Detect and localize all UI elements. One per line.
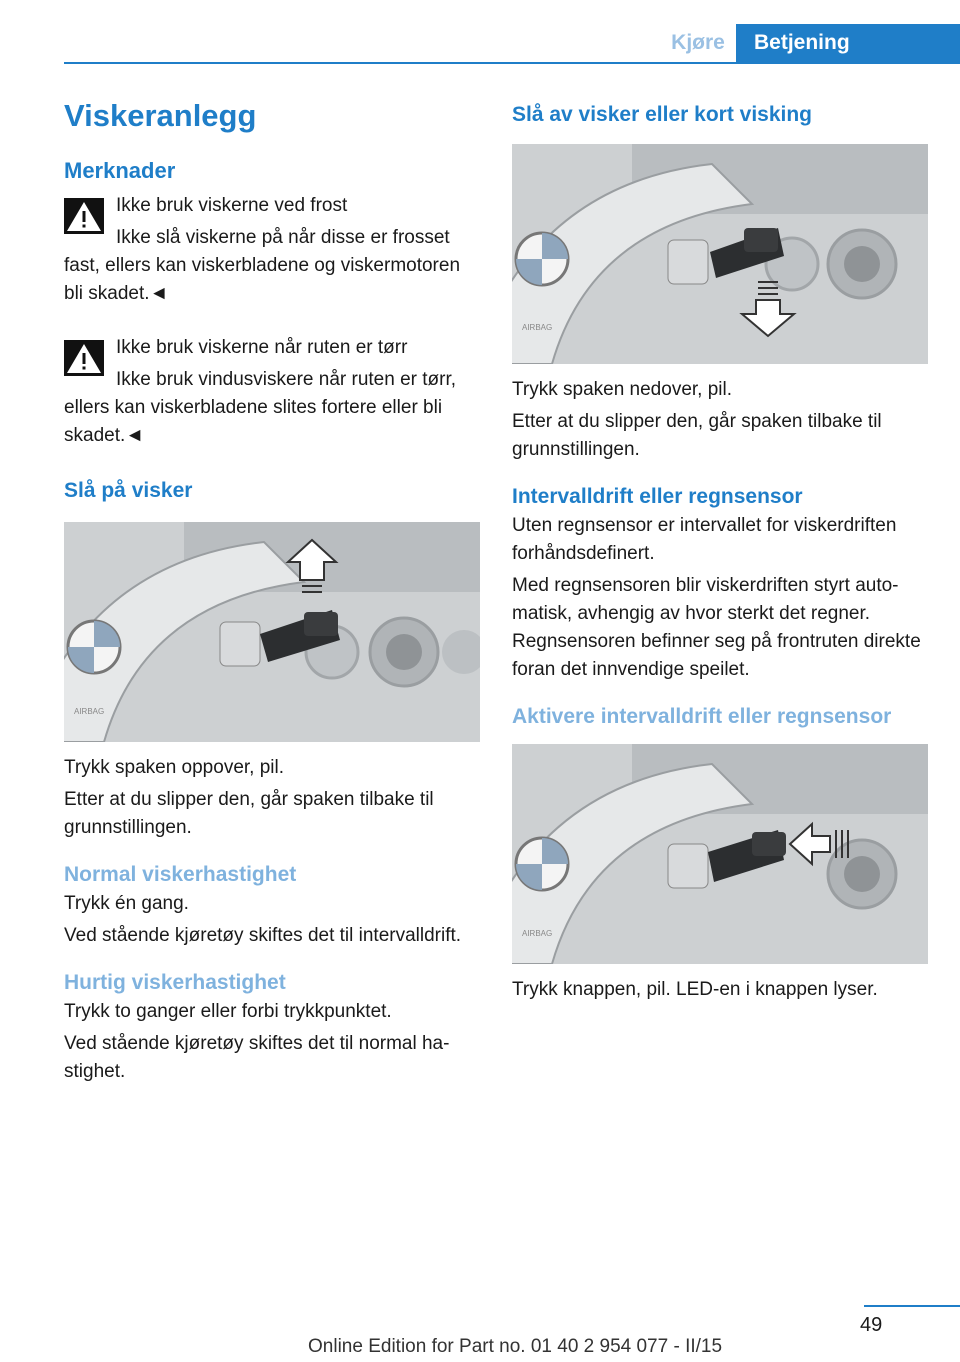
warning-dry — [64, 334, 480, 450]
fast-speed-note: Ved stående kjøretøy skiftes det til normal hastighet. — [64, 1033, 450, 1082]
wiper-on-return: Etter at du slipper den, går spaken tilbake til grunnstillingen. — [64, 789, 434, 838]
right-column — [512, 96, 928, 1004]
warning-icon — [64, 340, 104, 376]
warning-frost-title: Ikke bruk viskerne ved frost — [116, 195, 348, 216]
normal-speed-instruction: Trykk én gang. — [64, 893, 189, 914]
warning-dry-body: Ikke bruk vindusviskere når ruten er tørr, ellers kan viskerbladene slites fortere eller bli skadet.◄ — [64, 369, 457, 446]
warning-icon — [64, 198, 104, 234]
airbag-label: AIRBAG — [522, 929, 553, 938]
left-column — [64, 96, 480, 1086]
header-rule — [64, 62, 960, 64]
fast-speed-heading: Hurtig viskerhastighet — [64, 971, 286, 994]
wiper-on-instruction: Trykk spaken oppover, pil. — [64, 757, 285, 778]
wiper-up-photo — [64, 522, 480, 742]
header-tab-betjening[interactable]: Betjening — [736, 24, 960, 62]
wiper-on-heading: Slå på visker — [64, 479, 193, 502]
page-title: Viskeranlegg — [64, 98, 257, 133]
interval-text-2: Med regnsensoren blir viskerdriften styrt automatisk, avhengig av hvor sterkt det regner. Regnsensoren befinner seg på frontruten direkte foran det innvendige speilet. — [512, 575, 921, 680]
warning-dry-title: Ikke bruk viskerne når ruten er tørr — [116, 337, 408, 358]
notes-heading: Merknader — [64, 158, 176, 183]
interval-text-1: Uten regnsensor er intervallet for viskerdriften forhåndsdefinert. — [512, 515, 897, 564]
header-tab-kjore[interactable]: Kjøre — [671, 31, 725, 54]
warning-frost — [64, 192, 480, 308]
wiper-down-photo — [512, 144, 928, 364]
interval-button-photo — [512, 744, 928, 964]
activate-interval-heading: Aktivere intervalldrift eller regnsensor — [512, 705, 892, 728]
page-number: 49 — [860, 1314, 883, 1336]
footer-rule — [864, 1305, 960, 1307]
footer-edition: Online Edition for Part no. 01 40 2 954 077 - II/15 — [308, 1336, 723, 1357]
airbag-label: AIRBAG — [74, 707, 105, 716]
wiper-off-instruction: Trykk spaken nedover, pil. — [512, 379, 733, 400]
normal-speed-heading: Normal viskerhastighet — [64, 863, 297, 886]
activate-interval-instruction: Trykk knappen, pil. LED-en i knappen lyser. — [512, 979, 878, 1000]
normal-speed-note: Ved stående kjøretøy skiftes det til intervalldrift. — [64, 925, 462, 946]
fast-speed-instruction: Trykk to ganger eller forbi trykkpunktet. — [64, 1001, 392, 1022]
wiper-off-return: Etter at du slipper den, går spaken tilbake til grunnstillingen. — [512, 411, 882, 460]
airbag-label: AIRBAG — [522, 323, 553, 332]
warning-frost-body: Ikke slå viskerne på når disse er frosset fast, ellers kan viskerbladene og viskermotoren bli skadet.◄ — [64, 227, 461, 304]
wiper-off-heading: Slå av visker eller kort visking — [512, 103, 813, 126]
interval-heading: Intervalldrift eller regnsensor — [512, 485, 803, 508]
